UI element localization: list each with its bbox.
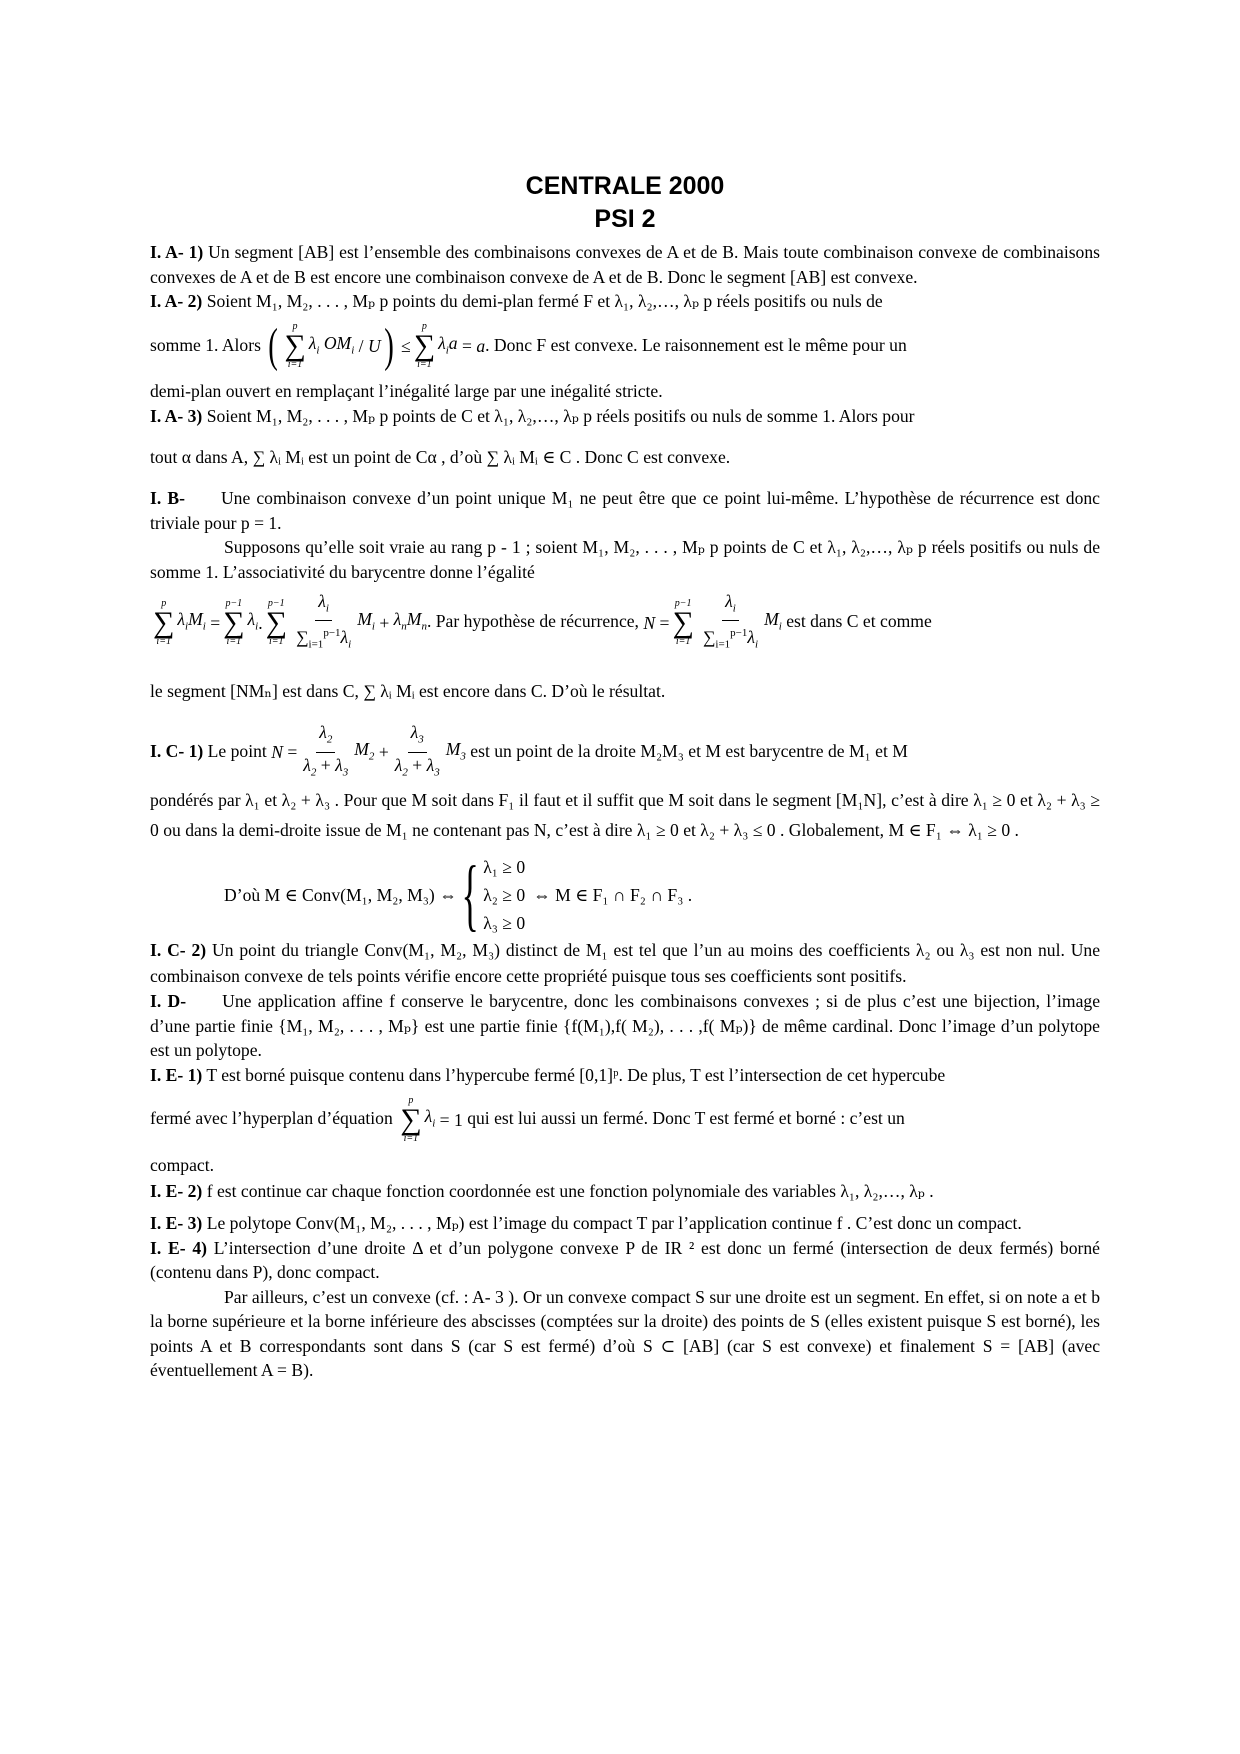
section-text: L’intersection d’une droite Δ et d’un polygone convexe P de IR ² est donc un fermé (intersection de deux fermés) borné (contenu dans P), donc compact.	[150, 1237, 1100, 1283]
section-a3-line2: tout α dans A, ∑ λᵢ Mᵢ est un point de Cα , d’où ∑ λᵢ Mᵢ ∈ C . Donc C est convexe.	[150, 447, 731, 468]
section-b-line4: le segment [NMₙ] est dans C, ∑ λᵢ Mᵢ est encore dans C. D’où le résultat.	[150, 680, 666, 701]
section-e1-end: compact.	[150, 1154, 214, 1175]
section-label: I. E- 1)	[150, 1064, 203, 1085]
section-label: I. D-	[150, 991, 187, 1012]
section-text: Un segment [AB] est l’ensemble des combinaisons convexes de A et de B. Mais toute combinaison convexe de combinaisons convexes de A et de B est encore une combinaison convexe de A et de B. Donc le segment [AB] est convexe.	[150, 242, 1100, 287]
system-line: λ₁ ≥ 0	[483, 857, 526, 878]
section-text: Un point du triangle Conv(M₁, M₂, M₃) distinct de M₁ est tel que l’un au moins des coefficients λ₂ ou λ₃ est non nul. Une combinaison convexe de tels points vérifie encore cette propriété puisque tous ses coefficients sont positifs.	[150, 940, 1101, 987]
section-text: Une application affine f conserve le barycentre, donc les combinaisons convexes ; si de plus c’est une bijection, l’image d’une partie finie {M₁, M₂, . . . , Mₚ} est une partie finie {f(M₁),f( M₂), . . . ,f( Mₚ)} de même cardinal. Donc l’image d’un polytope est un polytope.	[150, 991, 1101, 1061]
formula-c1: N = $\frac{\lambda_2}{\lambda_2 + \lambda_3}$ $M_2$ + $\frac{\lambda_3}{\lambda_2 + \lambda_3}$ $M_3$	[271, 722, 466, 779]
formula-trail: qui est lui aussi un fermé. Donc T est fermé et borné : c’est un	[467, 1107, 905, 1128]
section-text: f est continue car chaque fonction coordonnée est une fonction polynomiale des variables λ₁, λ₂,…, λₚ .	[202, 1181, 934, 1202]
formula-b-text: . Par hypothèse de récurrence,	[426, 610, 639, 631]
formula-lead: fermé avec l’hyperplan d’équation	[150, 1107, 393, 1128]
section-label: I. A- 2)	[150, 291, 203, 311]
section-e4-para2: Par ailleurs, c’est un convexe (cf. : A- 3 ). Or un convexe compact S sur une droite est un segment. En effet, si on note a et b la borne supérieure et la borne inférieure des abscisses (comptées sur la droite) des points de S (elles existent puisque S est borné), les points A et B correspondants sont dans S (car S est fermé) d’où S ⊂ [AB] (car S est convexe) et finalement S = [AB] (avec éventuellement A = B).	[150, 1286, 1100, 1381]
section-text-post: est un point de la droite M₂M₃ et M est barycentre de M₁ et M	[470, 740, 908, 761]
section-text: Une combinaison convexe d’un point unique M₁ ne peut être que ce point lui-même. L’hypothèse de récurrence est donc triviale pour p = 1.	[150, 488, 1100, 533]
section-e2	[150, 1177, 1100, 1205]
section-label: I. E- 4)	[150, 1237, 208, 1258]
section-e1	[150, 1063, 1100, 1088]
section-label: I. A- 3)	[150, 405, 203, 426]
section-e3	[150, 1211, 1100, 1236]
section-text: Soient M₁, M₂, . . . , Mₚ p points du demi-plan fermé F et λ₁, λ₂,…, λₚ p réels positifs ou nuls de	[202, 291, 883, 311]
section-a1	[150, 240, 1100, 289]
system-line: λ₂ ≥ 0	[483, 885, 526, 906]
section-c1	[150, 720, 1100, 786]
section-a2	[150, 289, 1100, 314]
section-text: T est borné puisque contenu dans l’hypercube fermé [0,1]ᵖ. De plus, T est l’intersection de cet hypercube	[202, 1064, 946, 1085]
section-label: I. E- 2)	[150, 1181, 203, 1202]
system-formula: D’où M ∈ Conv(M₁, M₂, M₃) ⇔ { λ₁ ≥ 0 λ₂ ≥ 0 λ₃ ≥ 0 ⇔ M ∈ F₁ ∩ F₂ ∩ F₃ .	[224, 851, 693, 940]
section-text: Soient M₁, M₂, . . . , Mₚ p points de C et λ₁, λ₂,…, λₚ p réels positifs ou nuls de somme 1. Alors pour	[202, 405, 915, 426]
section-b-formula-line	[150, 584, 1100, 662]
formula-b: p ∑ i=1 $\lambda_iM_i$ = p−1 ∑ i=1 $\lambda_i$ . p−1 ∑ i=1 $\frac{\lambda_i}{\sum_{i=1}^{p-1}\lambda_i}$ $M_i$ + $\lambda_nM_n$	[153, 590, 427, 651]
formula-n: N = p−1 ∑ i=1 $\frac{\lambda_i}{\sum_{i=1}^{p-1}\lambda_i}$ $M_i$	[643, 590, 782, 651]
formula-e1: p ∑ i=1 $\lambda_i$ = 1	[400, 1094, 463, 1144]
formula-trail: . Donc F est convexe. Le raisonnement est le même pour un	[485, 334, 907, 355]
section-e1-formula-line	[150, 1087, 1100, 1153]
system-lead: D’où M ∈ Conv(M₁, M₂, M₃) ⇔	[224, 884, 457, 905]
section-a2-formula-line	[150, 314, 1100, 380]
section-label: I. C- 2)	[150, 940, 207, 961]
section-label: I. B-	[150, 488, 185, 509]
section-c1-system	[150, 851, 1100, 940]
section-b	[150, 486, 1100, 535]
system-trail: ⇔ M ∈ F₁ ∩ F₂ ∩ F₃ .	[533, 884, 693, 905]
section-text: Le point	[203, 740, 267, 761]
section-b-line2: Supposons qu’elle soit vraie au rang p - 1 ; soient M₁, M₂, . . . , Mₚ p points de C et λ₁, λ₂,…, λₚ p réels positifs ou nuls de somme 1. L’associativité du barycentre donne l’égalité	[150, 537, 1100, 582]
section-e4	[150, 1236, 1100, 1285]
section-text: Le polytope Conv(M₁, M₂, . . . , Mₚ) est l’image du compact T par l’application continue f . C’est donc un compact.	[202, 1213, 1022, 1234]
section-label: I. A- 1)	[150, 242, 204, 262]
formula-b-post: est dans C et comme	[786, 610, 932, 631]
section-label: I. C- 1)	[150, 740, 204, 761]
formula-lead: somme 1. Alors	[150, 334, 261, 355]
section-label: I. E- 3)	[150, 1213, 203, 1234]
section-c2	[150, 937, 1100, 989]
formula-a2: ( p ∑ i=1 $\lambda_i$ $OM_i$ / U ) ≤ p ∑ i=1 $\lambda_ia$ = a	[268, 319, 486, 373]
system-line: λ₃ ≥ 0	[483, 913, 526, 934]
document-title: CENTRALE 2000	[525, 172, 725, 200]
document-subtitle: PSI 2	[594, 205, 656, 233]
section-a3	[150, 404, 1100, 429]
section-d	[150, 989, 1100, 1063]
section-c1-body: pondérés par λ₁ et λ₂ + λ₃ . Pour que M soit dans F₁ il faut et il suffit que M soit dans le segment [M₁N], c’est à dire λ₁ ≥ 0 et λ₂ + λ₃ ≥ 0 ou dans la demi-droite issue de M₁ ne contenant pas N, c’est à dire λ₁ ≥ 0 et λ₂ + λ₃ ≤ 0 . Globalement, M ∈ F₁ ⇔ λ₁ ≥ 0 .	[150, 790, 1100, 841]
document-page	[150, 170, 1100, 1383]
section-a2-end: demi-plan ouvert en remplaçant l’inégalité large par une inégalité stricte.	[150, 381, 663, 402]
